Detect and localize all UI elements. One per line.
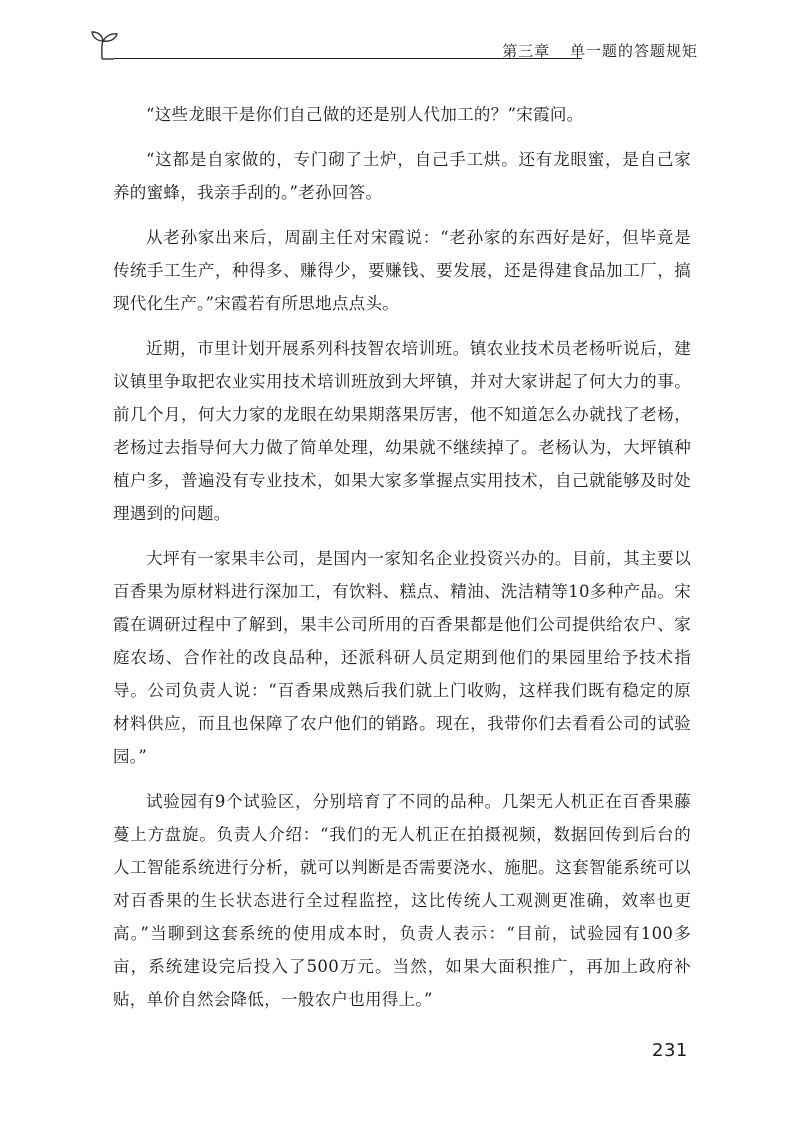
body-text [113,98,691,1028]
paragraph: “这些龙眼干是你们自己做的还是别人代加工的？”宋霞问。 [146,105,584,124]
paragraph: 大坪有一家果丰公司，是国内一家知名企业投资兴办的。目前，其主要以百香果为原材料进行深加工，有饮料、糕点、精油、洗洁精等10多种产品。宋霞在调研过程中了解到，果丰公司所用的百香果都是他们公司提供给农户、家庭农场、合作社的改良品种，还派科研人员定期到他们的果园里给予技术指导。公司负责人说：“百香果成熟后我们就上门收购，这样我们既有稳定的原材料供应，而且也保障了农户他们的销路。现在，我带你们去看看公司的试验园。” [113,549,691,766]
chapter-title: 单一题的答题规矩 [569,42,698,60]
paragraph: “这都是自家做的，专门砌了土炉，自己手工烘。还有龙眼蜜，是自己家养的蜜蜂，我亲手刮的。”老孙回答。 [113,150,691,202]
chapter-label: 第三章 [502,42,551,60]
paragraph: 从老孙家出来后，周副主任对宋霞说：“老孙家的东西好是好，但毕竟是传统手工生产，种得多、赚得少，要赚钱、要发展，还是得建食品加工厂，搞现代化生产。”宋霞若有所思地点点头。 [113,228,691,313]
paragraph: 近期，市里计划开展系列科技智农培训班。镇农业技术员老杨听说后，建议镇里争取把农业实用技术培训班放到大坪镇，并对大家讲起了何大力的事。前几个月，何大力家的龙眼在幼果期落果厉害，他不知道怎么办就找了老杨，老杨过去指导何大力做了简单处理，幼果就不继续掉了。老杨认为，大坪镇种植户多，普遍没有专业技术，如果大家多掌握点实用技术，自己就能够及时处理遇到的问题。 [113,339,691,523]
sprout-icon [88,26,120,60]
running-header [88,26,698,66]
header-title [502,40,698,61]
page-number: 231 [652,1040,688,1061]
paragraph: 试验园有9个试验区，分别培育了不同的品种。几架无人机正在百香果藤蔓上方盘旋。负责人介绍：“我们的无人机正在拍摄视频，数据回传到后台的人工智能系统进行分析，就可以判断是否需要浇水、施肥。这套智能系统可以对百香果的生长状态进行全过程监控，这比传统人工观测更准确，效率也更高。”当聊到这套系统的使用成本时，负责人表示：“目前，试验园有100多亩，系统建设完后投入了500万元。当然，如果大面积推广，再加上政府补贴，单价自然会降低，一般农户也用得上。” [113,792,691,1009]
